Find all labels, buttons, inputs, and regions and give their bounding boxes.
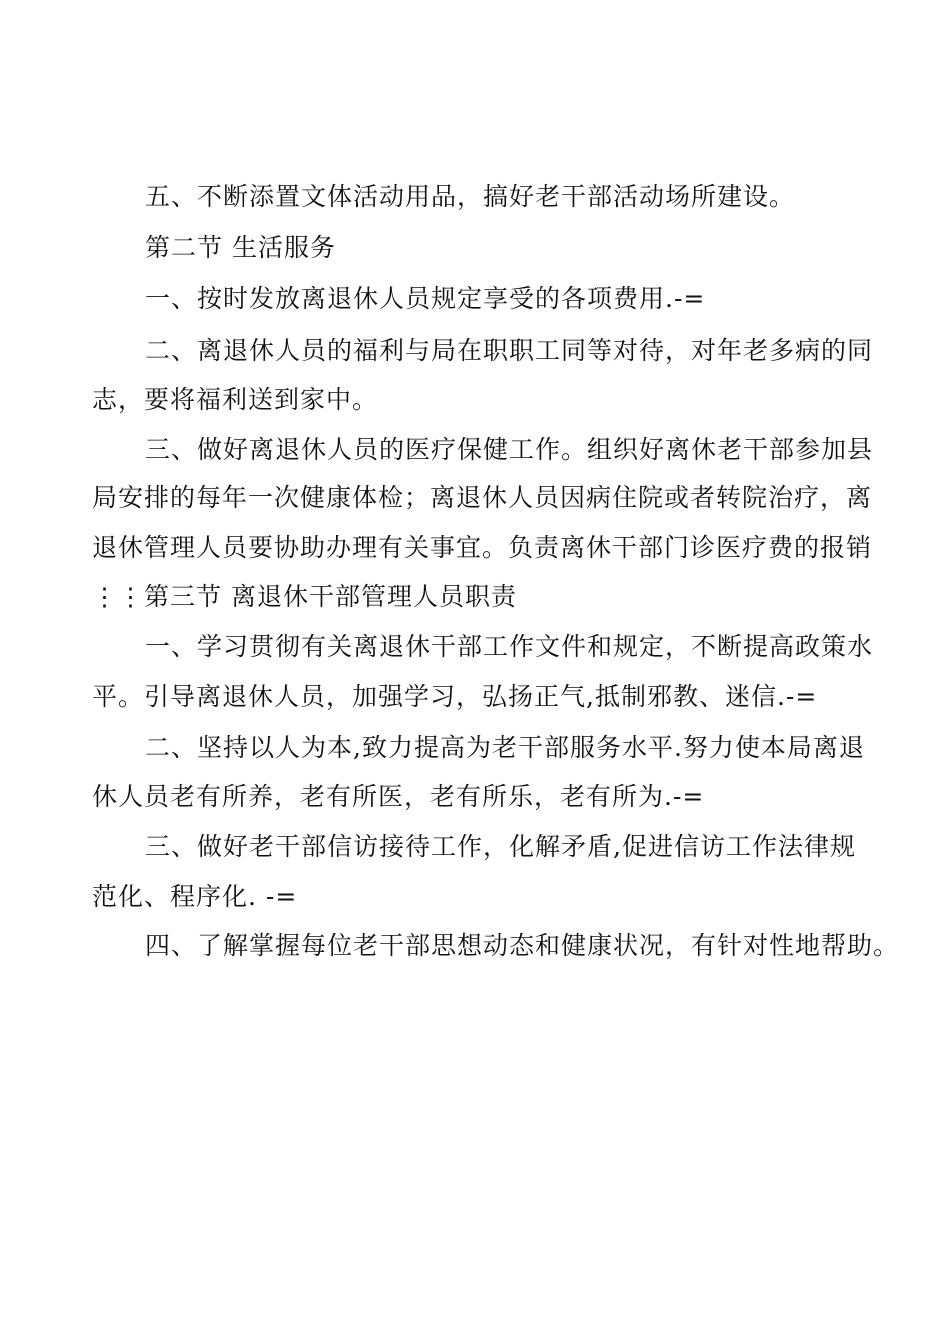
paragraph-line: 平。引导离退休人员，加强学习，弘扬正气,抵制邪教、迷信.-= [92, 682, 818, 711]
paragraph-line: 退休管理人员要协助办理有关事宜。负责离休干部门诊医疗费的报销 [92, 533, 873, 562]
paragraph-line: 四、了解掌握每位老干部思想动态和健康状况，有针对性地帮助。 [145, 931, 900, 960]
paragraph-line: 范化、程序化. -= [92, 882, 298, 911]
paragraph-line: 二、离退休人员的福利与局在职职工同等对待，对年老多病的同 [145, 336, 874, 365]
section-heading: 第二节 生活服务 [145, 233, 336, 262]
section-heading: ⋮⋮第三节 离退休干部管理人员职责 [92, 582, 517, 611]
paragraph-line: 三、做好离退休人员的医疗保健工作。组织好离休老干部参加县 [145, 435, 874, 464]
paragraph-line: 局安排的每年一次健康体检；离退休人员因病住院或者转院治疗，离 [92, 483, 873, 512]
paragraph-line: 五、不断添置文体活动用品，搞好老干部活动场所建设。 [145, 182, 796, 211]
paragraph-line: 志，要将福利送到家中。 [92, 385, 379, 414]
paragraph-line: 三、做好老干部信访接待工作，化解矛盾,促进信访工作法律规 [145, 832, 856, 861]
paragraph-line: 一、按时发放离退休人员规定享受的各项费用.-= [145, 284, 706, 313]
paragraph-line: 休人员老有所养，老有所医，老有所乐，老有所为.-= [92, 782, 705, 811]
paragraph-line: 一、学习贯彻有关离退休干部工作文件和规定，不断提高政策水 [145, 632, 874, 661]
paragraph-line: 二、坚持以人为本,致力提高为老干部服务水平.努力使本局离退 [145, 733, 865, 762]
